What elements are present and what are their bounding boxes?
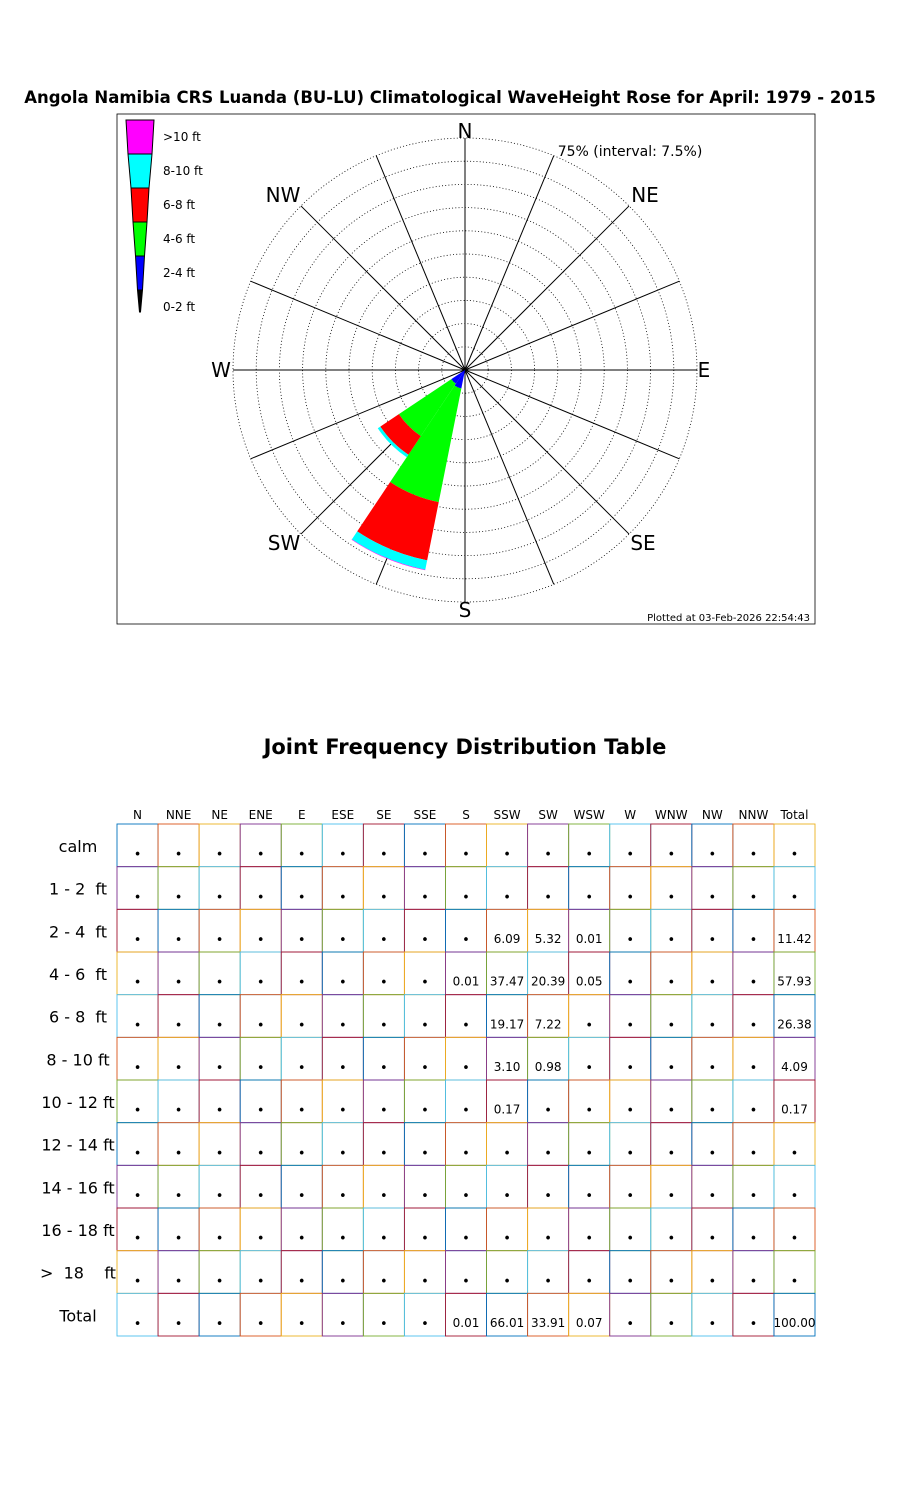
row-label-2: 2 - 4 ft <box>48 922 108 942</box>
cell-value: • <box>503 1146 511 1162</box>
cell-value: • <box>626 1274 635 1290</box>
cell-value: • <box>215 975 224 991</box>
cell-value: • <box>667 1231 676 1247</box>
cell-value: • <box>462 1231 470 1247</box>
cell-value: 0.17 <box>493 1102 521 1117</box>
cell-value: • <box>256 1274 265 1290</box>
cell-value: • <box>421 847 429 863</box>
cell-value: • <box>626 1061 635 1076</box>
cell-value: • <box>421 1274 429 1290</box>
cell-value: • <box>667 1018 676 1034</box>
cell-value: • <box>749 1018 758 1034</box>
cell-value: • <box>421 1018 429 1034</box>
cell-value: • <box>174 1189 183 1204</box>
cell-value: 66.01 <box>489 1316 525 1330</box>
cell-value: • <box>421 1231 429 1247</box>
cell-value: • <box>380 933 388 948</box>
cell-value: • <box>380 1231 388 1247</box>
cell-value: • <box>380 975 388 991</box>
cell-value: • <box>544 1231 552 1247</box>
cell-value: • <box>256 1317 265 1332</box>
row-label-6: 10 - 12 ft <box>41 1093 115 1112</box>
cell-value: • <box>297 1146 306 1162</box>
compass-label-se: SE <box>630 531 656 555</box>
cell-value: • <box>503 1189 511 1204</box>
cell-value: 0.05 <box>575 974 603 989</box>
cell-value: 0.07 <box>575 1316 603 1330</box>
cell-value: • <box>462 1103 470 1119</box>
cell-value: • <box>790 890 799 906</box>
cell-value: • <box>421 1146 429 1162</box>
cell-value: • <box>421 1103 429 1119</box>
cell-value: • <box>215 1231 224 1247</box>
row-label-0: calm <box>58 837 98 856</box>
cell-value: • <box>256 847 265 863</box>
cell-value: • <box>626 847 635 863</box>
row-label-4: 6 - 8 ft <box>48 1007 108 1027</box>
row-label-10: > 18 ft <box>40 1263 116 1283</box>
cell-value: • <box>708 1189 717 1204</box>
cell-value: • <box>544 890 552 906</box>
cell-value: • <box>708 1061 717 1076</box>
cell-value: • <box>421 1189 429 1204</box>
col-header-s: S <box>462 808 470 822</box>
cell-value: • <box>256 1189 265 1204</box>
cell-value: • <box>544 1146 552 1162</box>
cell-value: • <box>626 1317 635 1332</box>
cell-value: • <box>133 933 142 948</box>
rose-title: Angola Namibia CRS Luanda (BU-LU) Climatological WaveHeight Rose for April: 1979 - 2015 <box>24 88 876 107</box>
cell-value: • <box>544 1274 552 1290</box>
legend-label-1: 8-10 ft <box>163 164 203 178</box>
col-header-sse: SSE <box>413 808 437 822</box>
col-header-ssw: SSW <box>493 808 521 822</box>
cell-value: • <box>133 847 142 863</box>
compass-label-nw: NW <box>265 183 301 207</box>
cell-value: • <box>256 1061 265 1076</box>
cell-value: • <box>215 1317 224 1332</box>
cell-value: • <box>749 1317 758 1332</box>
plotted-at-label: Plotted at 03-Feb-2026 22:54:43 <box>647 613 810 624</box>
cell-value: • <box>133 1274 142 1290</box>
col-header-n: N <box>133 808 143 822</box>
cell-value: • <box>667 1189 676 1204</box>
cell-value: • <box>338 890 347 906</box>
cell-value: 4.09 <box>781 1060 808 1074</box>
cell-value: • <box>174 890 183 906</box>
cell-value: • <box>585 1274 594 1290</box>
cell-value: • <box>462 1061 470 1076</box>
cell-value: • <box>667 890 676 906</box>
cell-value: • <box>174 1317 183 1332</box>
cell-value: • <box>256 933 265 948</box>
cell-value: • <box>133 1018 142 1034</box>
cell-value: • <box>790 1274 799 1290</box>
row-label-5: 8 - 10 ft <box>46 1050 110 1070</box>
cell-value: • <box>215 1018 224 1034</box>
cell-value: • <box>380 1146 388 1162</box>
cell-value: • <box>626 1189 635 1204</box>
row-label-3: 4 - 6 ft <box>48 965 108 984</box>
row-label-9: 16 - 18 ft <box>41 1221 115 1240</box>
cell-value: • <box>421 890 429 906</box>
cell-value: • <box>503 1231 511 1247</box>
cell-value: • <box>708 975 717 991</box>
cell-value: • <box>708 1317 717 1332</box>
cell-value: • <box>133 975 142 991</box>
cell-value: • <box>256 975 265 991</box>
cell-value: • <box>421 975 429 991</box>
cell-value: • <box>338 1018 347 1034</box>
cell-value: • <box>667 1317 676 1332</box>
cell-value: • <box>256 890 265 906</box>
cell-value: 7.22 <box>534 1017 562 1032</box>
cell-value: • <box>749 1231 758 1247</box>
cell-value: 6.09 <box>493 932 521 946</box>
cell-value: • <box>790 1231 799 1247</box>
cell-value: 0.01 <box>575 932 603 946</box>
cell-value: • <box>544 1103 552 1119</box>
cell-value: • <box>133 1189 142 1204</box>
cell-value: • <box>585 1231 594 1247</box>
legend-label-0: >10 ft <box>163 130 201 144</box>
cell-value: 20.39 <box>530 974 566 989</box>
cell-value: • <box>256 1146 265 1162</box>
cell-value: • <box>338 1231 347 1247</box>
cell-value: • <box>338 975 347 991</box>
col-header-ene: ENE <box>248 808 273 822</box>
compass-label-s: S <box>458 598 472 622</box>
cell-value: • <box>790 1189 799 1204</box>
cell-value: • <box>626 933 635 948</box>
cell-value: • <box>790 1146 799 1162</box>
cell-value: • <box>667 1146 676 1162</box>
cell-value: 0.17 <box>781 1102 808 1117</box>
cell-value: • <box>133 1146 142 1162</box>
cell-value: • <box>462 847 470 863</box>
cell-value: 33.91 <box>530 1316 566 1330</box>
cell-value: 0.01 <box>452 1316 480 1330</box>
col-header-ne: NE <box>211 808 228 822</box>
cell-value: • <box>585 1189 594 1204</box>
cell-value: • <box>380 890 388 906</box>
cell-value: • <box>215 890 224 906</box>
cell-value: • <box>421 933 429 948</box>
cell-value: 0.98 <box>534 1060 562 1074</box>
cell-value: • <box>380 1061 388 1076</box>
cell-value: • <box>215 1061 224 1076</box>
cell-value: • <box>297 975 306 991</box>
cell-value: • <box>462 1018 470 1034</box>
cell-value: • <box>380 847 388 863</box>
cell-value: • <box>462 1146 470 1162</box>
cell-value: 26.38 <box>777 1017 812 1032</box>
cell-value: • <box>338 1103 347 1119</box>
col-header-nne: NNE <box>165 808 192 822</box>
cell-value: 5.32 <box>534 932 562 946</box>
cell-value: • <box>626 890 635 906</box>
cell-value: • <box>585 847 594 863</box>
cell-value: • <box>708 1231 717 1247</box>
cell-value: • <box>749 1103 758 1119</box>
cell-value: • <box>749 933 758 948</box>
cell-value: • <box>338 1317 347 1332</box>
cell-value: • <box>338 1061 347 1076</box>
col-header-nnw: NNW <box>738 808 769 822</box>
cell-value: • <box>297 1061 306 1076</box>
cell-value: • <box>256 1231 265 1247</box>
cell-value: • <box>626 1018 635 1034</box>
cell-value: • <box>462 890 470 906</box>
cell-value: • <box>174 847 183 863</box>
cell-value: • <box>380 1274 388 1290</box>
cell-value: • <box>585 1061 594 1076</box>
cell-value: • <box>297 1317 306 1332</box>
cell-value: • <box>133 1317 142 1332</box>
cell-value: • <box>749 1146 758 1162</box>
cell-value: 3.10 <box>493 1060 521 1074</box>
cell-value: • <box>749 975 758 991</box>
cell-value: • <box>133 1231 142 1247</box>
cell-value: • <box>626 1231 635 1247</box>
cell-value: 100.00 <box>773 1316 816 1330</box>
cell-value: • <box>174 1061 183 1076</box>
cell-value: • <box>297 933 306 948</box>
row-label-7: 12 - 14 ft <box>41 1135 115 1155</box>
col-header-total: Total <box>780 808 809 822</box>
cell-value: • <box>503 1274 511 1290</box>
cell-value: • <box>215 933 224 948</box>
cell-value: • <box>749 847 758 863</box>
row-label-11: Total <box>59 1306 97 1326</box>
cell-value: • <box>708 847 717 863</box>
cell-value: • <box>503 847 511 863</box>
legend-label-5: 0-2 ft <box>163 300 196 314</box>
cell-value: • <box>380 1317 388 1332</box>
compass-label-w: W <box>211 358 231 382</box>
cell-value: • <box>215 1274 224 1290</box>
cell-value: • <box>667 975 676 991</box>
cell-value: • <box>215 1189 224 1204</box>
cell-value: • <box>421 1317 429 1332</box>
cell-value: • <box>297 1018 306 1034</box>
col-header-wnw: WNW <box>654 808 688 822</box>
cell-value: • <box>708 890 717 906</box>
cell-value: • <box>667 1103 676 1119</box>
cell-value: • <box>174 1018 183 1034</box>
cell-value: • <box>462 1274 470 1290</box>
cell-value: • <box>215 847 224 863</box>
cell-value: • <box>256 1018 265 1034</box>
row-label-1: 1 - 2 ft <box>48 879 108 899</box>
cell-value: 57.93 <box>777 974 812 989</box>
cell-value: • <box>256 1103 265 1119</box>
cell-value: • <box>338 1274 347 1290</box>
cell-value: • <box>215 1103 224 1119</box>
cell-value: • <box>338 847 347 863</box>
cell-value: • <box>667 1061 676 1076</box>
cell-value: • <box>626 1146 635 1162</box>
cell-value: • <box>133 1103 142 1119</box>
cell-value: • <box>708 1018 717 1034</box>
cell-value: • <box>338 1189 347 1204</box>
legend-label-4: 2-4 ft <box>163 266 196 280</box>
cell-value: • <box>421 1061 429 1076</box>
cell-value: • <box>585 890 594 906</box>
cell-value: • <box>174 1231 183 1247</box>
col-header-ese: ESE <box>331 808 355 822</box>
cell-value: • <box>667 1274 676 1290</box>
cell-value: • <box>297 1189 306 1204</box>
cell-value: • <box>174 1274 183 1290</box>
cell-value: • <box>462 1189 470 1204</box>
col-header-w: W <box>624 808 637 822</box>
cell-value: • <box>297 1274 306 1290</box>
cell-value: • <box>380 1189 388 1204</box>
legend-label-3: 4-6 ft <box>163 232 196 246</box>
cell-value: • <box>667 847 676 863</box>
cell-value: • <box>297 847 306 863</box>
cell-value: 19.17 <box>489 1017 525 1032</box>
cell-value: • <box>708 1274 717 1290</box>
cell-value: • <box>626 1103 635 1119</box>
cell-value: • <box>749 1189 758 1204</box>
cell-value: • <box>174 933 183 948</box>
cell-value: • <box>585 1018 594 1034</box>
cell-value: • <box>174 1103 183 1119</box>
row-label-8: 14 - 16 ft <box>41 1178 115 1198</box>
cell-value: • <box>708 1103 717 1119</box>
legend-label-2: 6-8 ft <box>163 198 196 212</box>
cell-value: • <box>585 1103 594 1119</box>
cell-value: • <box>215 1146 224 1162</box>
cell-value: • <box>749 1274 758 1290</box>
cell-value: • <box>708 1146 717 1162</box>
cell-value: • <box>297 1103 306 1119</box>
cell-value: • <box>749 1061 758 1076</box>
cell-value: • <box>626 975 635 991</box>
cell-value: • <box>133 890 142 906</box>
cell-value: • <box>544 1189 552 1204</box>
cell-value: • <box>462 933 470 948</box>
col-header-se: SE <box>376 808 392 822</box>
cell-value: 0.01 <box>452 974 480 989</box>
cell-value: • <box>544 847 552 863</box>
cell-value: 37.47 <box>489 974 525 989</box>
cell-value: • <box>667 933 676 948</box>
cell-value: • <box>338 933 347 948</box>
cell-value: • <box>503 890 511 906</box>
cell-value: • <box>174 975 183 991</box>
col-header-sw: SW <box>538 808 558 822</box>
cell-value: • <box>133 1061 142 1076</box>
cell-value: • <box>749 890 758 906</box>
table-title: Joint Frequency Distribution Table <box>263 735 667 759</box>
cell-value: • <box>174 1146 183 1162</box>
cell-value: 11.42 <box>777 932 812 946</box>
cell-value: • <box>790 847 799 863</box>
col-header-nw: NW <box>701 808 723 822</box>
cell-value: • <box>338 1146 347 1162</box>
col-header-wsw: WSW <box>573 808 605 822</box>
col-header-e: E <box>297 808 306 822</box>
compass-label-ne: NE <box>631 183 659 207</box>
cell-value: • <box>380 1103 388 1119</box>
cell-value: • <box>380 1018 388 1034</box>
cell-value: • <box>297 1231 306 1247</box>
cell-value: • <box>585 1146 594 1162</box>
compass-label-n: N <box>457 119 473 143</box>
ring-scale-label: 75% (interval: 7.5%) <box>557 144 703 160</box>
compass-label-e: E <box>697 358 711 382</box>
compass-label-sw: SW <box>267 531 301 555</box>
cell-value: • <box>297 890 306 906</box>
cell-value: • <box>708 933 717 948</box>
